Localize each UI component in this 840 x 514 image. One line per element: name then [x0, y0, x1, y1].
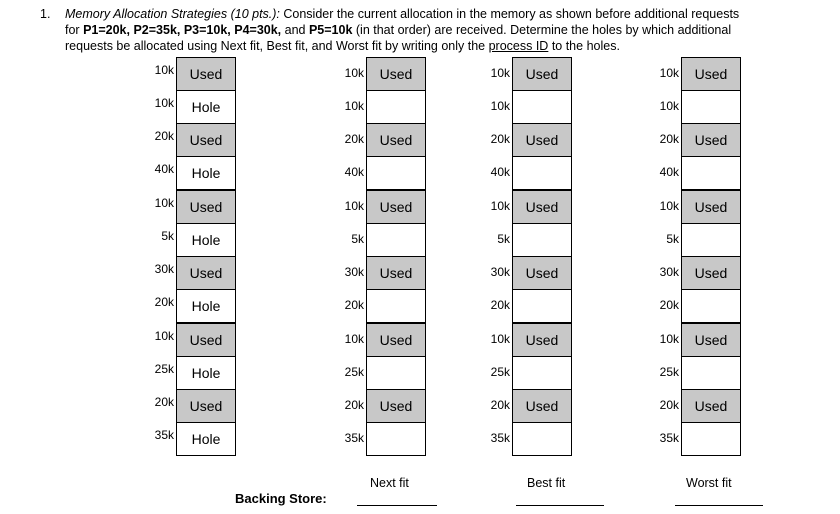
memory-row: [621, 223, 741, 257]
memory-row: [452, 190, 572, 224]
memory-row: [116, 389, 236, 423]
block-size: 35k: [344, 431, 364, 445]
hole-block[interactable]: [681, 289, 741, 323]
block-size: 5k: [666, 232, 679, 246]
hole-block[interactable]: [681, 356, 741, 390]
memory-row: [306, 356, 426, 390]
used-block: Used: [366, 123, 426, 157]
best-fit-caption: Best fit: [527, 476, 566, 490]
block-size: 10k: [490, 99, 510, 113]
block-size: 20k: [154, 129, 174, 143]
hole-block: Hole: [176, 223, 236, 257]
block-size: 10k: [344, 99, 364, 113]
memory-row: [116, 223, 236, 257]
memory-row: [306, 422, 426, 456]
used-block: Used: [512, 190, 572, 224]
memory-row: [621, 356, 741, 390]
memory-column-worst-fit: [621, 57, 741, 467]
block-size: 20k: [344, 398, 364, 412]
hole-block: Hole: [176, 90, 236, 124]
best-fit-answer-line: [516, 505, 604, 506]
block-size: 40k: [154, 162, 174, 176]
block-size: 35k: [659, 431, 679, 445]
block-size: 40k: [490, 165, 510, 179]
block-size: 10k: [154, 63, 174, 77]
memory-row: [116, 57, 236, 91]
memory-row: [621, 123, 741, 157]
memory-row: [452, 323, 572, 357]
memory-column-initial: [116, 57, 236, 467]
hole-block[interactable]: [366, 90, 426, 124]
used-block: Used: [176, 256, 236, 290]
used-block: Used: [176, 190, 236, 224]
memory-row: [306, 90, 426, 124]
hole-block[interactable]: [681, 156, 741, 190]
block-size: 20k: [659, 298, 679, 312]
block-size: 20k: [490, 132, 510, 146]
memory-row: [452, 90, 572, 124]
block-size: 25k: [154, 362, 174, 376]
memory-row: [621, 422, 741, 456]
hole-block[interactable]: [366, 356, 426, 390]
block-size: 25k: [490, 365, 510, 379]
block-size: 5k: [497, 232, 510, 246]
memory-row: [306, 123, 426, 157]
block-size: 30k: [659, 265, 679, 279]
block-size: 20k: [490, 298, 510, 312]
next-fit-caption: Next fit: [370, 476, 409, 490]
memory-row: [452, 256, 572, 290]
question-text: Memory Allocation Strategies (10 pts.): Consider the current allocation in the memory as shown before additional requests for P1=20k, P2=35k, P3=10k, P4=30k, and P5=10k (in that order) are received. Determine the holes by which additional requests be allocated using Next fit, Best fit, and Worst fit by writing only the process ID to the holes.: [65, 7, 740, 53]
memory-row: [116, 190, 236, 224]
hole-block[interactable]: [366, 223, 426, 257]
hole-block[interactable]: [512, 223, 572, 257]
next-fit-answer-line: [357, 505, 437, 506]
block-size: 20k: [344, 132, 364, 146]
used-block: Used: [681, 389, 741, 423]
block-size: 10k: [344, 199, 364, 213]
block-size: 30k: [344, 265, 364, 279]
memory-row: [116, 356, 236, 390]
memory-row: [116, 289, 236, 323]
used-block: Used: [512, 389, 572, 423]
block-size: 20k: [154, 295, 174, 309]
memory-row: [621, 57, 741, 91]
hole-block[interactable]: [512, 90, 572, 124]
block-size: 10k: [659, 199, 679, 213]
memory-row: [116, 323, 236, 357]
used-block: Used: [366, 256, 426, 290]
request-list: P1=20k, P2=35k, P3=10k, P4=30k,: [83, 23, 282, 37]
worst-fit-answer-line: [675, 505, 763, 506]
memory-row: [621, 323, 741, 357]
block-size: 10k: [344, 332, 364, 346]
block-size: 20k: [344, 298, 364, 312]
used-block: Used: [366, 323, 426, 357]
block-size: 20k: [154, 395, 174, 409]
block-size: 10k: [154, 196, 174, 210]
block-size: 40k: [344, 165, 364, 179]
memory-row: [306, 289, 426, 323]
block-size: 10k: [490, 332, 510, 346]
used-block: Used: [681, 57, 741, 91]
used-block: Used: [366, 57, 426, 91]
memory-row: [452, 123, 572, 157]
memory-row: [116, 90, 236, 124]
memory-row: [621, 289, 741, 323]
memory-row: [116, 256, 236, 290]
block-size: 10k: [659, 99, 679, 113]
process-id-underlined: process ID: [488, 39, 549, 53]
memory-row: [452, 156, 572, 190]
block-size: 10k: [344, 66, 364, 80]
hole-block[interactable]: [366, 156, 426, 190]
block-size: 25k: [659, 365, 679, 379]
used-block: Used: [512, 256, 572, 290]
memory-row: [452, 57, 572, 91]
memory-row: [306, 323, 426, 357]
memory-row: [621, 156, 741, 190]
memory-column-best-fit: [452, 57, 572, 467]
memory-row: [452, 223, 572, 257]
hole-block[interactable]: [366, 422, 426, 456]
used-block: Used: [512, 123, 572, 157]
used-block: Used: [681, 123, 741, 157]
memory-column-next-fit: [306, 57, 426, 467]
memory-row: [621, 190, 741, 224]
block-size: 40k: [659, 165, 679, 179]
block-size: 35k: [490, 431, 510, 445]
hole-block: Hole: [176, 422, 236, 456]
memory-row: [306, 57, 426, 91]
memory-row: [621, 90, 741, 124]
hole-block[interactable]: [512, 422, 572, 456]
memory-row: [621, 256, 741, 290]
block-size: 30k: [490, 265, 510, 279]
block-size: 25k: [344, 365, 364, 379]
block-size: 10k: [154, 96, 174, 110]
question-title: Memory Allocation Strategies (10 pts.):: [65, 7, 280, 21]
used-block: Used: [512, 323, 572, 357]
block-size: 10k: [659, 332, 679, 346]
block-size: 20k: [659, 398, 679, 412]
memory-row: [452, 422, 572, 456]
used-block: Used: [176, 323, 236, 357]
used-block: Used: [366, 190, 426, 224]
used-block: Used: [176, 57, 236, 91]
block-size: 5k: [161, 229, 174, 243]
hole-block[interactable]: [512, 356, 572, 390]
backing-store-label: Backing Store:: [235, 491, 327, 506]
used-block: Used: [176, 123, 236, 157]
hole-block: Hole: [176, 289, 236, 323]
used-block: Used: [366, 389, 426, 423]
memory-row: [621, 389, 741, 423]
block-size: 20k: [659, 132, 679, 146]
memory-row: [452, 356, 572, 390]
question-number: 1.: [40, 7, 51, 21]
hole-block[interactable]: [512, 156, 572, 190]
memory-row: [116, 156, 236, 190]
hole-block[interactable]: [681, 223, 741, 257]
memory-row: [306, 389, 426, 423]
memory-row: [116, 422, 236, 456]
memory-row: [306, 223, 426, 257]
worst-fit-caption: Worst fit: [686, 476, 732, 490]
memory-row: [306, 156, 426, 190]
memory-row: [306, 190, 426, 224]
block-size: 10k: [154, 329, 174, 343]
used-block: Used: [681, 190, 741, 224]
memory-row: [452, 389, 572, 423]
last-request: P5=10k: [308, 23, 353, 37]
block-size: 30k: [154, 262, 174, 276]
memory-row: [116, 123, 236, 157]
hole-block: Hole: [176, 356, 236, 390]
memory-row: [452, 289, 572, 323]
memory-row: [306, 256, 426, 290]
block-size: 10k: [490, 66, 510, 80]
hole-block[interactable]: [512, 289, 572, 323]
used-block: Used: [176, 389, 236, 423]
used-block: Used: [681, 323, 741, 357]
block-size: 10k: [490, 199, 510, 213]
block-size: 10k: [659, 66, 679, 80]
hole-block: Hole: [176, 156, 236, 190]
used-block: Used: [512, 57, 572, 91]
hole-block[interactable]: [681, 90, 741, 124]
block-size: 20k: [490, 398, 510, 412]
block-size: 5k: [351, 232, 364, 246]
hole-block[interactable]: [366, 289, 426, 323]
block-size: 35k: [154, 428, 174, 442]
used-block: Used: [681, 256, 741, 290]
hole-block[interactable]: [681, 422, 741, 456]
